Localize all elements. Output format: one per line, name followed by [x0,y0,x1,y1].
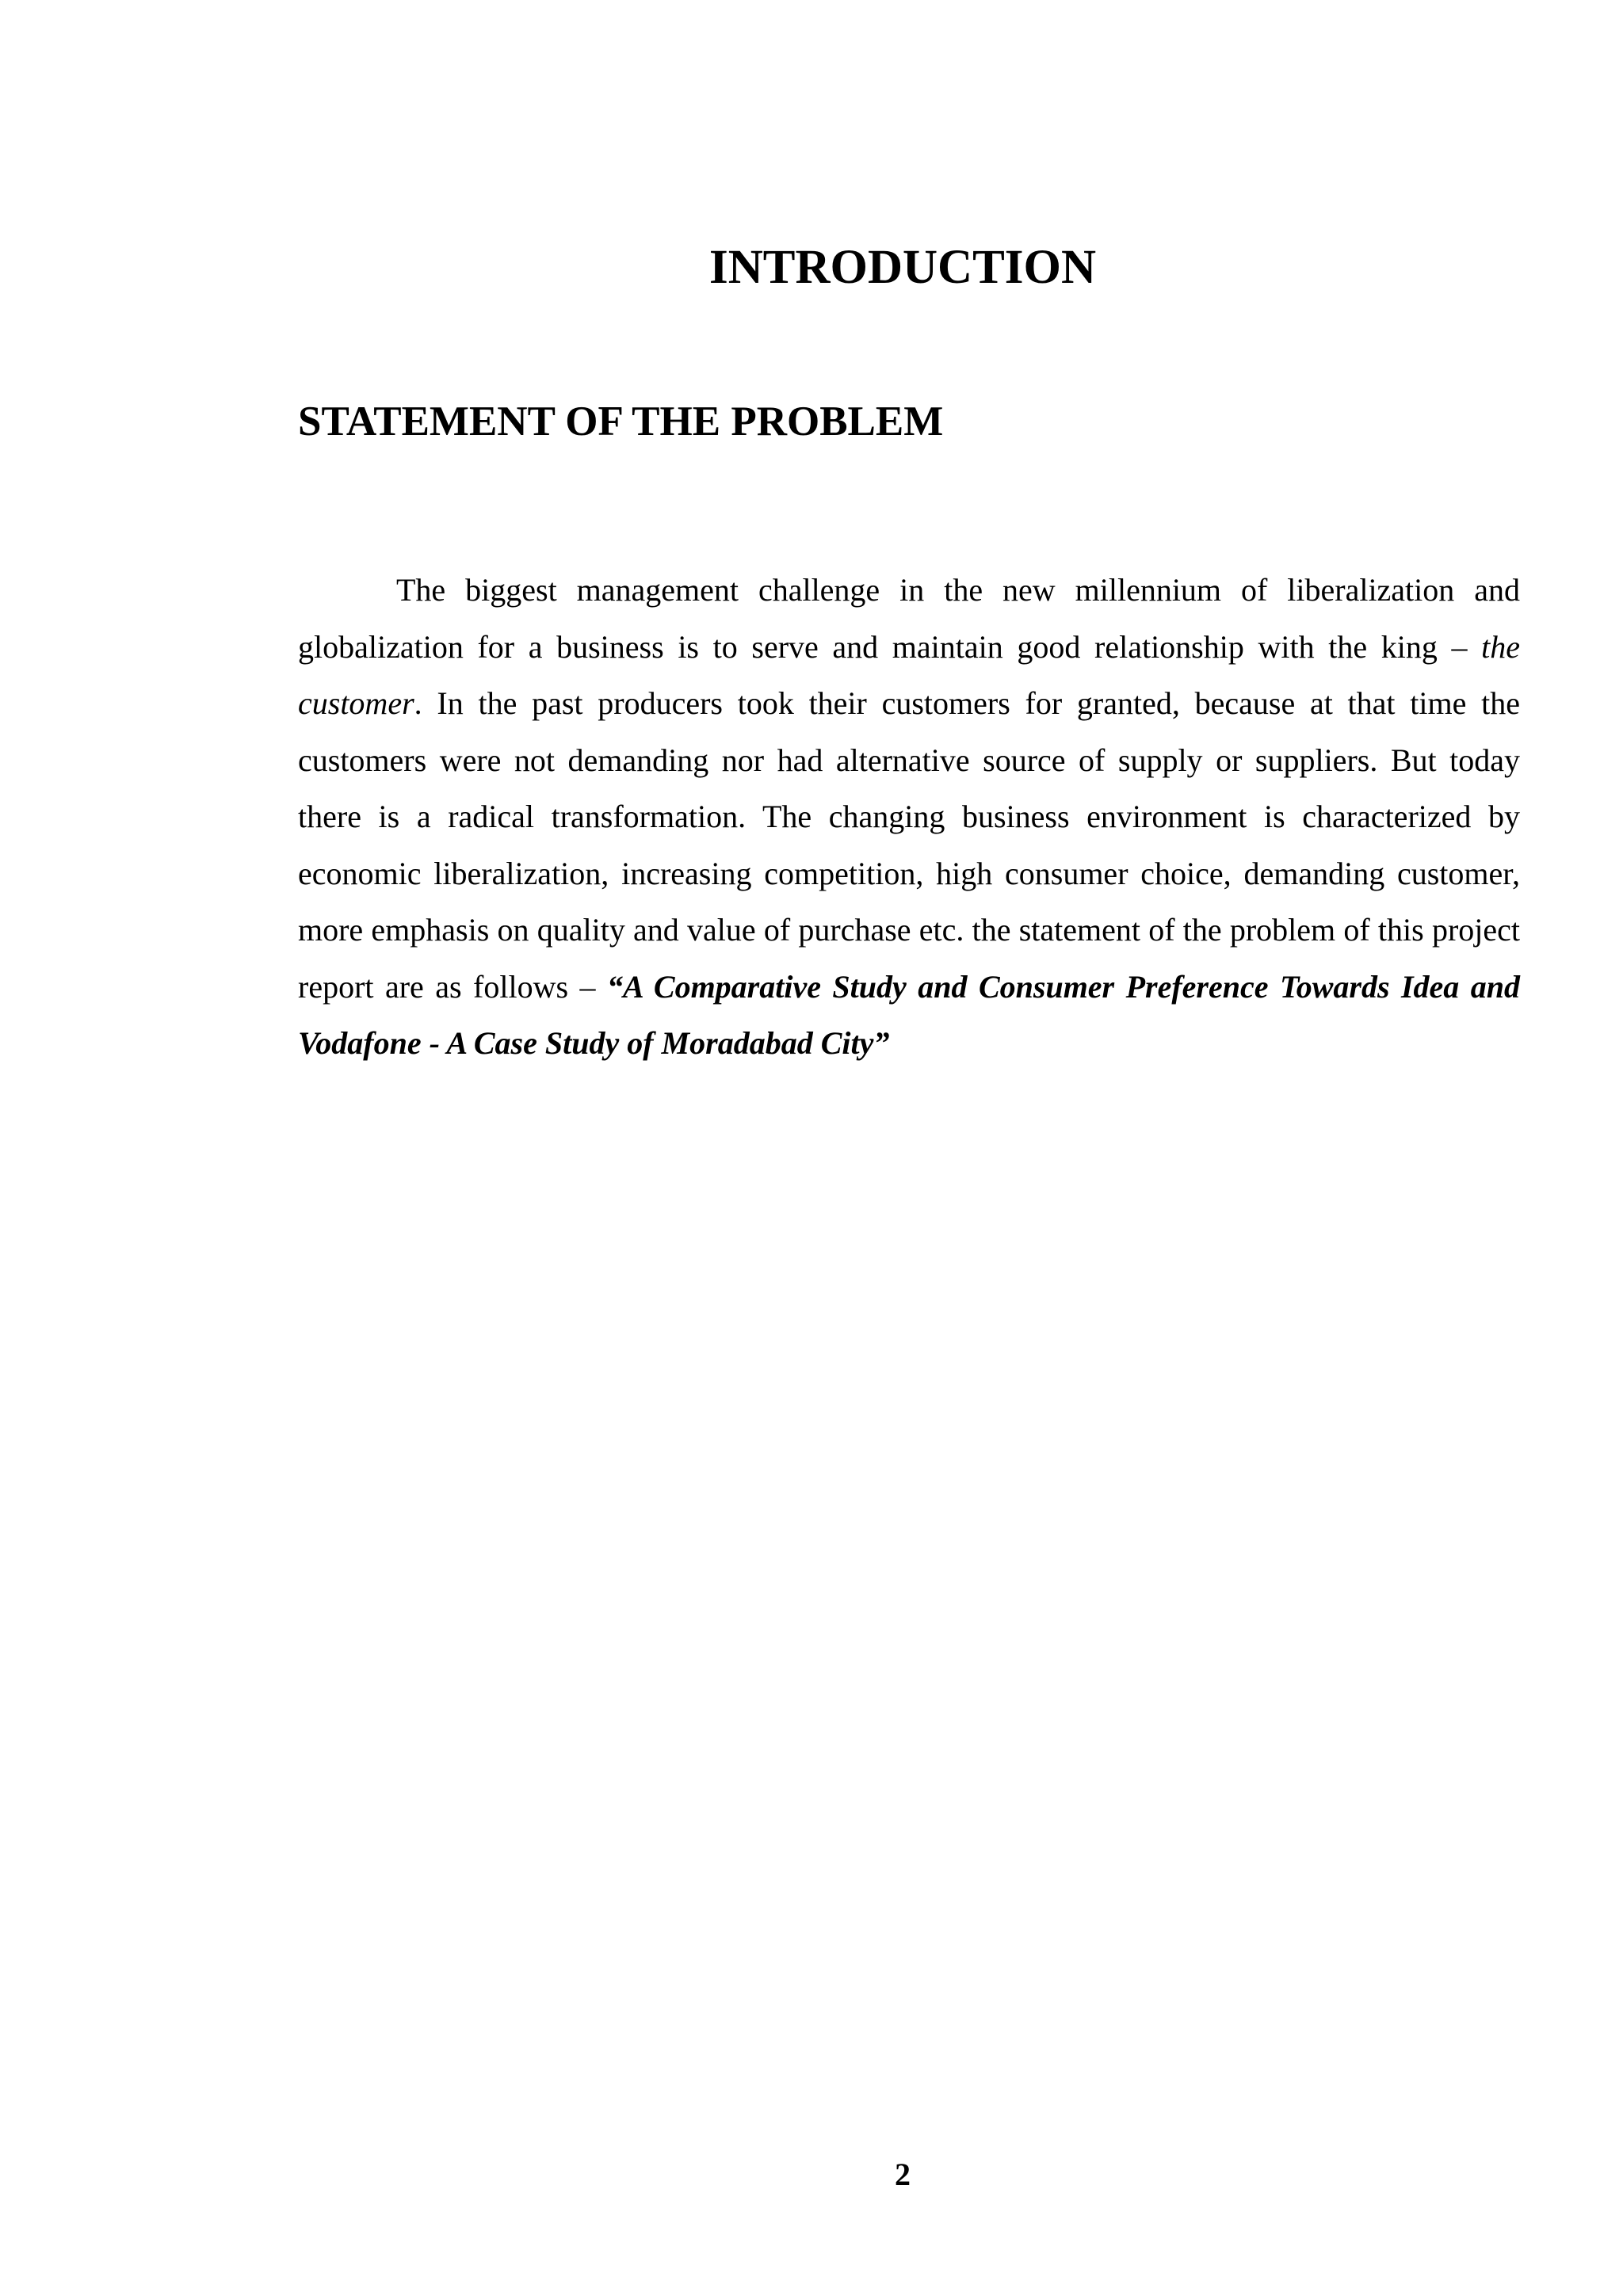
paragraph-text-part2: . In the past producers took their customers for granted, because at that time the customers were not demanding nor had alternative source of supply or suppliers. But today there is a radical transformation. The changing business environment is characterized by economic liberalization, increasing competition, high consumer choice, demanding customer, more emphasis on quality and value of purchase etc. the statement of the problem of this project report are as follows – [298,685,1520,1005]
page-number: 2 [895,2157,911,2192]
section-heading: STATEMENT OF THE PROBLEM [298,399,944,444]
paragraph-text-part1: The biggest management challenge in the new millennium of liberalization and globalization for a business is to serve and maintain good relationship with the king – [298,572,1520,665]
project-title-quote: “A Comparative Study and Consumer Preference Towards Idea and Vodafone - A Case Study of Moradabad City” [298,968,1521,1061]
paragraph-emphasis: the customer [298,628,1520,721]
problem-statement-paragraph [298,562,1520,1072]
chapter-title: INTRODUCTION [708,241,1097,294]
